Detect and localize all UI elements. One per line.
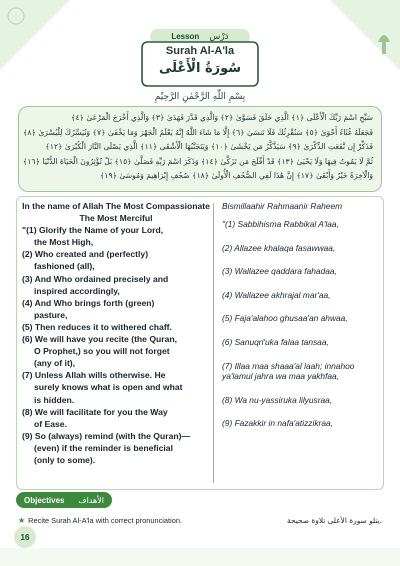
lesson-label-en: Lesson [171,32,200,41]
arabic-verses-panel [18,106,382,192]
arabic-verse-line: فَذَكِّرْ إِن نَّفَعَتِ الذِّكْرَىٰ ﴿٩﴾ سَيَذَّكَّرُ مَن يَخْشَىٰ ﴿١٠﴾ وَيَتَجَنَّبُهَا الْأَشْقَى ﴿١١﴾ الَّذِي يَصْلَى النَّارَ الْكُبْرَىٰ ﴿١٢﴾ [45,142,373,151]
objective-en-wrap [18,516,182,525]
translation-line: fashioned (all), [34,261,95,272]
translation-line: (5) Then reduces it to withered chaff. [22,321,172,332]
translation-line: pasture, [34,309,68,320]
objective-text-en: Recite Surah Al-A'la with correct pronunciation. [28,515,182,525]
transliteration-column [222,201,380,442]
translation-line: (4) And Who brings forth (green) [22,297,155,308]
arabic-verse-line: فَجَعَلَهُ غُثَاءً أَحْوَىٰ ﴿٥﴾ سَنُقْرِئُكَ فَلَا تَنسَىٰ ﴿٦﴾ إِلَّا مَا شَاءَ اللَّهُ إِنَّهُ يَعْلَمُ الْجَهْرَ وَمَا يَخْفَىٰ ﴿٧﴾ وَنُيَسِّرُكَ لِلْيُسْرَىٰ ﴿٨﴾ [22,127,373,137]
transliteration-line: (5) Faja'alahoo ghusaa'an ahwaa, [222,313,348,324]
footer-band [0,548,400,566]
arabic-verse-line: سَبِّحِ اسْمَ رَبِّكَ الْأَعْلَى ﴿١﴾ الَّذِي خَلَقَ فَسَوَّىٰ ﴿٢﴾ وَالَّذِي قَدَّرَ فَهَدَىٰ ﴿٣﴾ وَالَّذِي أَخْرَجَ الْمَرْعَىٰ ﴿٤﴾ [70,113,373,122]
english-translation-column [22,201,210,467]
transliteration-line: "(1) Sabbihisma Rabbikal A'laa, [222,219,339,229]
decorative-corner-left [0,0,70,70]
transliteration-line: (6) Sanuqri'uka falaa tansaa, [222,336,329,347]
surah-title-en: Surah Al-A'la [165,45,235,57]
transliteration-line: (2) Allazee khalaqa fasawwaa, [222,242,336,253]
surah-title-ar: سُورَةُ الْأَعْلَى [158,61,242,76]
lesson-label-ar: دَرْس [209,31,229,42]
translation-line: (any of it), [34,358,76,369]
transliteration-line: (9) Fazakkir in nafa'atizzikraa, [222,418,333,429]
translation-line: O Prophet,) so you will not forget [34,346,170,357]
objective-item [18,511,382,529]
translation-line: (6) We will have you recite (the Quran, [22,334,178,345]
translation-line: "(1) Glorify the Name of your Lord, [22,225,164,236]
column-divider [213,203,214,483]
translation-line: of Ease. [34,418,67,429]
objectives-heading [16,492,112,508]
translation-intro: In the name of Allah The Most Compassionate The Most Merciful [22,201,210,223]
translation-line: (7) Unless Allah wills otherwise. He [22,370,166,381]
objectives-label-ar: الأهداف [78,495,104,505]
star-icon: ★ [18,515,26,525]
translation-line: (8) We will facilitate for you the Way [22,406,168,417]
objective-text-ar: يتلو سورة الأعلى تلاوة صحيحة. [287,515,382,525]
translation-line: the Most High, [34,237,94,248]
translation-line: (even) if the reminder is beneficial [34,442,173,453]
transliteration-line: (8) Wa nu-yassiruka lilyusraa, [222,394,333,405]
transliteration-line: (3) Wallazee qaddara fahadaa, [222,266,337,277]
translation-line: (only to some). [34,454,96,465]
arabic-verse-line: وَالْآخِرَةُ خَيْرٌ وَأَبْقَىٰ ﴿١٧﴾ إِنَّ هَٰذَا لَفِي الصُّحُفِ الْأُولَىٰ ﴿١٨﴾ صُحُفِ إِبْرَاهِيمَ وَمُوسَىٰ ﴿١٩﴾ [99,171,373,180]
translation-line: inspired accordingly, [34,285,120,296]
translation-line: (3) And Who ordained precisely and [22,273,169,284]
bismillah-arabic: بِسْمِ اللّٰهِ الرَّحْمٰنِ الرَّحِيْمِ [154,92,246,102]
translation-line: (2) Who created and (perfectly) [22,249,149,260]
translation-line: is hidden. [34,394,75,405]
transliteration-line: (4) Wallazee akhrajal mar'aa, [222,289,331,300]
objectives-label-en: Objectives [24,495,65,505]
translation-line: surely knows what is open and what [34,382,183,393]
decorative-corner-right [330,0,400,70]
arabic-verse-line: ثُمَّ لَا يَمُوتُ فِيهَا وَلَا يَحْيَىٰ ﴿١٣﴾ قَدْ أَفْلَحَ مَن تَزَكَّىٰ ﴿١٤﴾ وَذَكَرَ اسْمَ رَبِّهِ فَصَلَّىٰ ﴿١٥﴾ بَلْ تُؤْثِرُونَ الْحَيَاةَ الدُّنْيَا ﴿١٦﴾ [22,156,373,166]
transliteration-intro: Bismillaahir Rahmaanir Raheem [222,201,343,211]
translation-line: (9) So (always) remind (with the Quran)— [22,430,191,441]
transliteration-line: (7) Illaa maa shaaa'al laah; innahoo ya'lamul jahra wa maa yakhfaa, [222,360,355,382]
page-number: 16 [14,526,36,548]
